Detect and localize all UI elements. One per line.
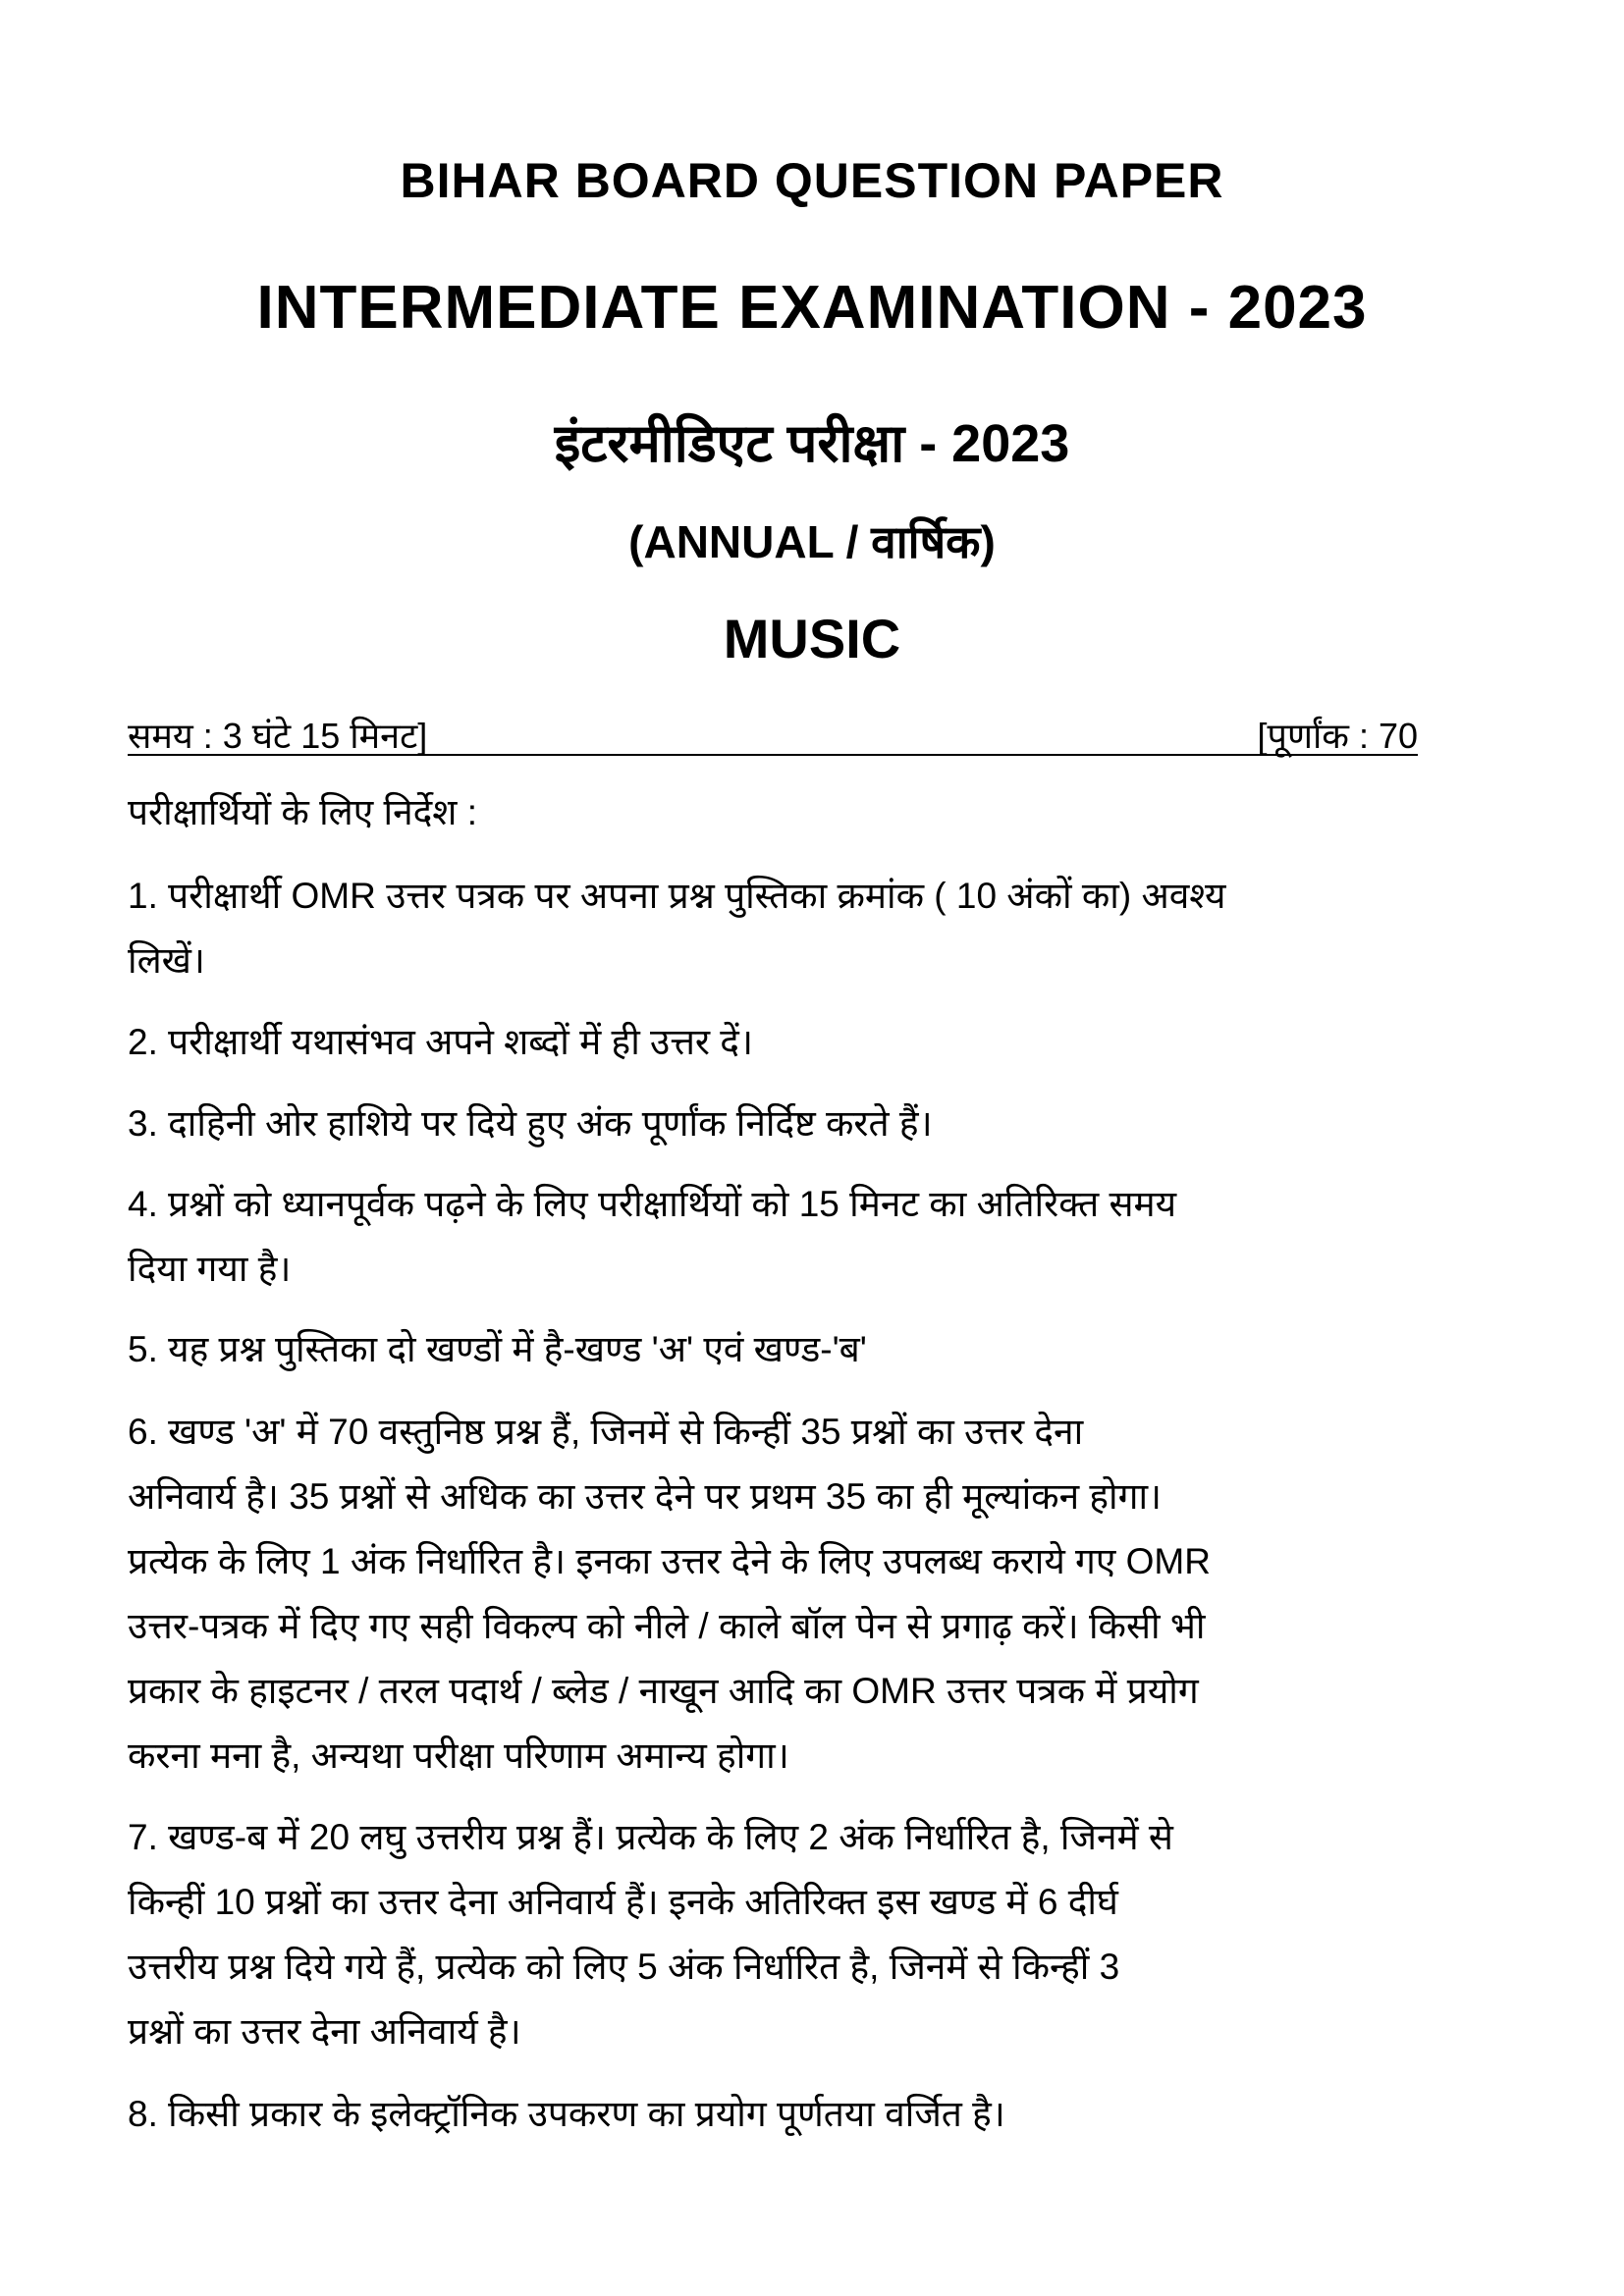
full-marks: [पूर्णांक : 70: [1257, 716, 1418, 756]
instruction-line: 8. किसी प्रकार के इलेक्ट्रॉनिक उपकरण का प्रयोग पूर्णतया वर्जित है।: [128, 2094, 1005, 2134]
instruction-line: करना मना है, अन्यथा परीक्षा परिणाम अमान्य होगा।: [128, 1735, 789, 1776]
exam-meta-line: [128, 709, 1418, 756]
instruction-line: प्रकार के हाइटनर / तरल पदार्थ / ब्लेड / नाखून आदि का OMR उत्तर पत्रक में प्रयोग: [128, 1671, 1199, 1711]
instruction-line: लिखें।: [128, 940, 205, 981]
exam-title-hindi: इंटरमीडिएट परीक्षा - 2023: [554, 414, 1070, 473]
instruction-item: [128, 1092, 1502, 1156]
instruction-line: प्रत्येक के लिए 1 अंक निर्धारित है। इनका उत्तर देने के लिए उपलब्ध कराये गए OMR: [128, 1541, 1211, 1581]
instruction-item: [128, 864, 1502, 993]
instruction-line: 3. दाहिनी ओर हाशिये पर दिये हुए अंक पूर्णांक निर्दिष्ट करते हैं।: [128, 1103, 933, 1144]
instruction-line: 2. परीक्षार्थी यथासंभव अपने शब्दों में ही उत्तर दें।: [128, 1022, 753, 1062]
instructions-heading: परीक्षार्थियों के लिए निर्देश :: [128, 792, 477, 832]
instruction-item: [128, 1317, 1502, 1382]
exam-session: (ANNUAL / वार्षिक): [628, 516, 996, 567]
instruction-line: दिया गया है।: [128, 1249, 292, 1289]
board-title: BIHAR BOARD QUESTION PAPER: [400, 153, 1224, 208]
instruction-line: 4. प्रश्नों को ध्यानपूर्वक पढ़ने के लिए परीक्षार्थियों को 15 मिनट का अतिरिक्त समय: [128, 1184, 1177, 1224]
instruction-line: 7. खण्ड-ब में 20 लघु उत्तरीय प्रश्न हैं। प्रत्येक के लिए 2 अंक निर्धारित है, जिनमें से: [128, 1817, 1173, 1857]
instruction-line: 6. खण्ड 'अ' में 70 वस्तुनिष्ठ प्रश्न हैं, जिनमें से किन्हीं 35 प्रश्नों का उत्तर देना: [128, 1412, 1084, 1452]
instruction-line: 5. यह प्रश्न पुस्तिका दो खण्डों में है-खण्ड 'अ' एवं खण्ड-'ब': [128, 1329, 867, 1369]
instruction-line: 1. परीक्षार्थी OMR उत्तर पत्रक पर अपना प्रश्न पुस्तिका क्रमांक ( 10 अंकों का) अवश्य: [128, 876, 1226, 916]
instruction-item: [128, 1805, 1502, 2064]
instruction-line: किन्हीं 10 प्रश्नों का उत्तर देना अनिवार्य हैं। इनके अतिरिक्त इस खण्ड में 6 दीर्घ: [128, 1882, 1118, 1922]
instruction-line: अनिवार्य है। 35 प्रश्नों से अधिक का उत्तर देने पर प्रथम 35 का ही मूल्यांकन होगा।: [128, 1476, 1163, 1517]
instruction-item: [128, 1010, 1502, 1075]
instruction-item: [128, 1172, 1502, 1302]
instruction-item: [128, 2082, 1502, 2147]
subject-title: MUSIC: [723, 608, 901, 669]
instruction-line: प्रश्नों का उत्तर देना अनिवार्य है।: [128, 2011, 521, 2052]
instruction-line: उत्तरीय प्रश्न दिये गये हैं, प्रत्येक को लिए 5 अंक निर्धारित है, जिनमें से किन्हीं 3: [128, 1947, 1120, 1987]
time-allowed: समय : 3 घंटे 15 मिनट]: [128, 716, 428, 756]
instruction-line: उत्तर-पत्रक में दिए गए सही विकल्प को नीले / काले बॉल पेन से प्रगाढ़ करें। किसी भी: [128, 1606, 1206, 1646]
exam-title: INTERMEDIATE EXAMINATION - 2023: [256, 274, 1368, 342]
instruction-item: [128, 1400, 1502, 1789]
